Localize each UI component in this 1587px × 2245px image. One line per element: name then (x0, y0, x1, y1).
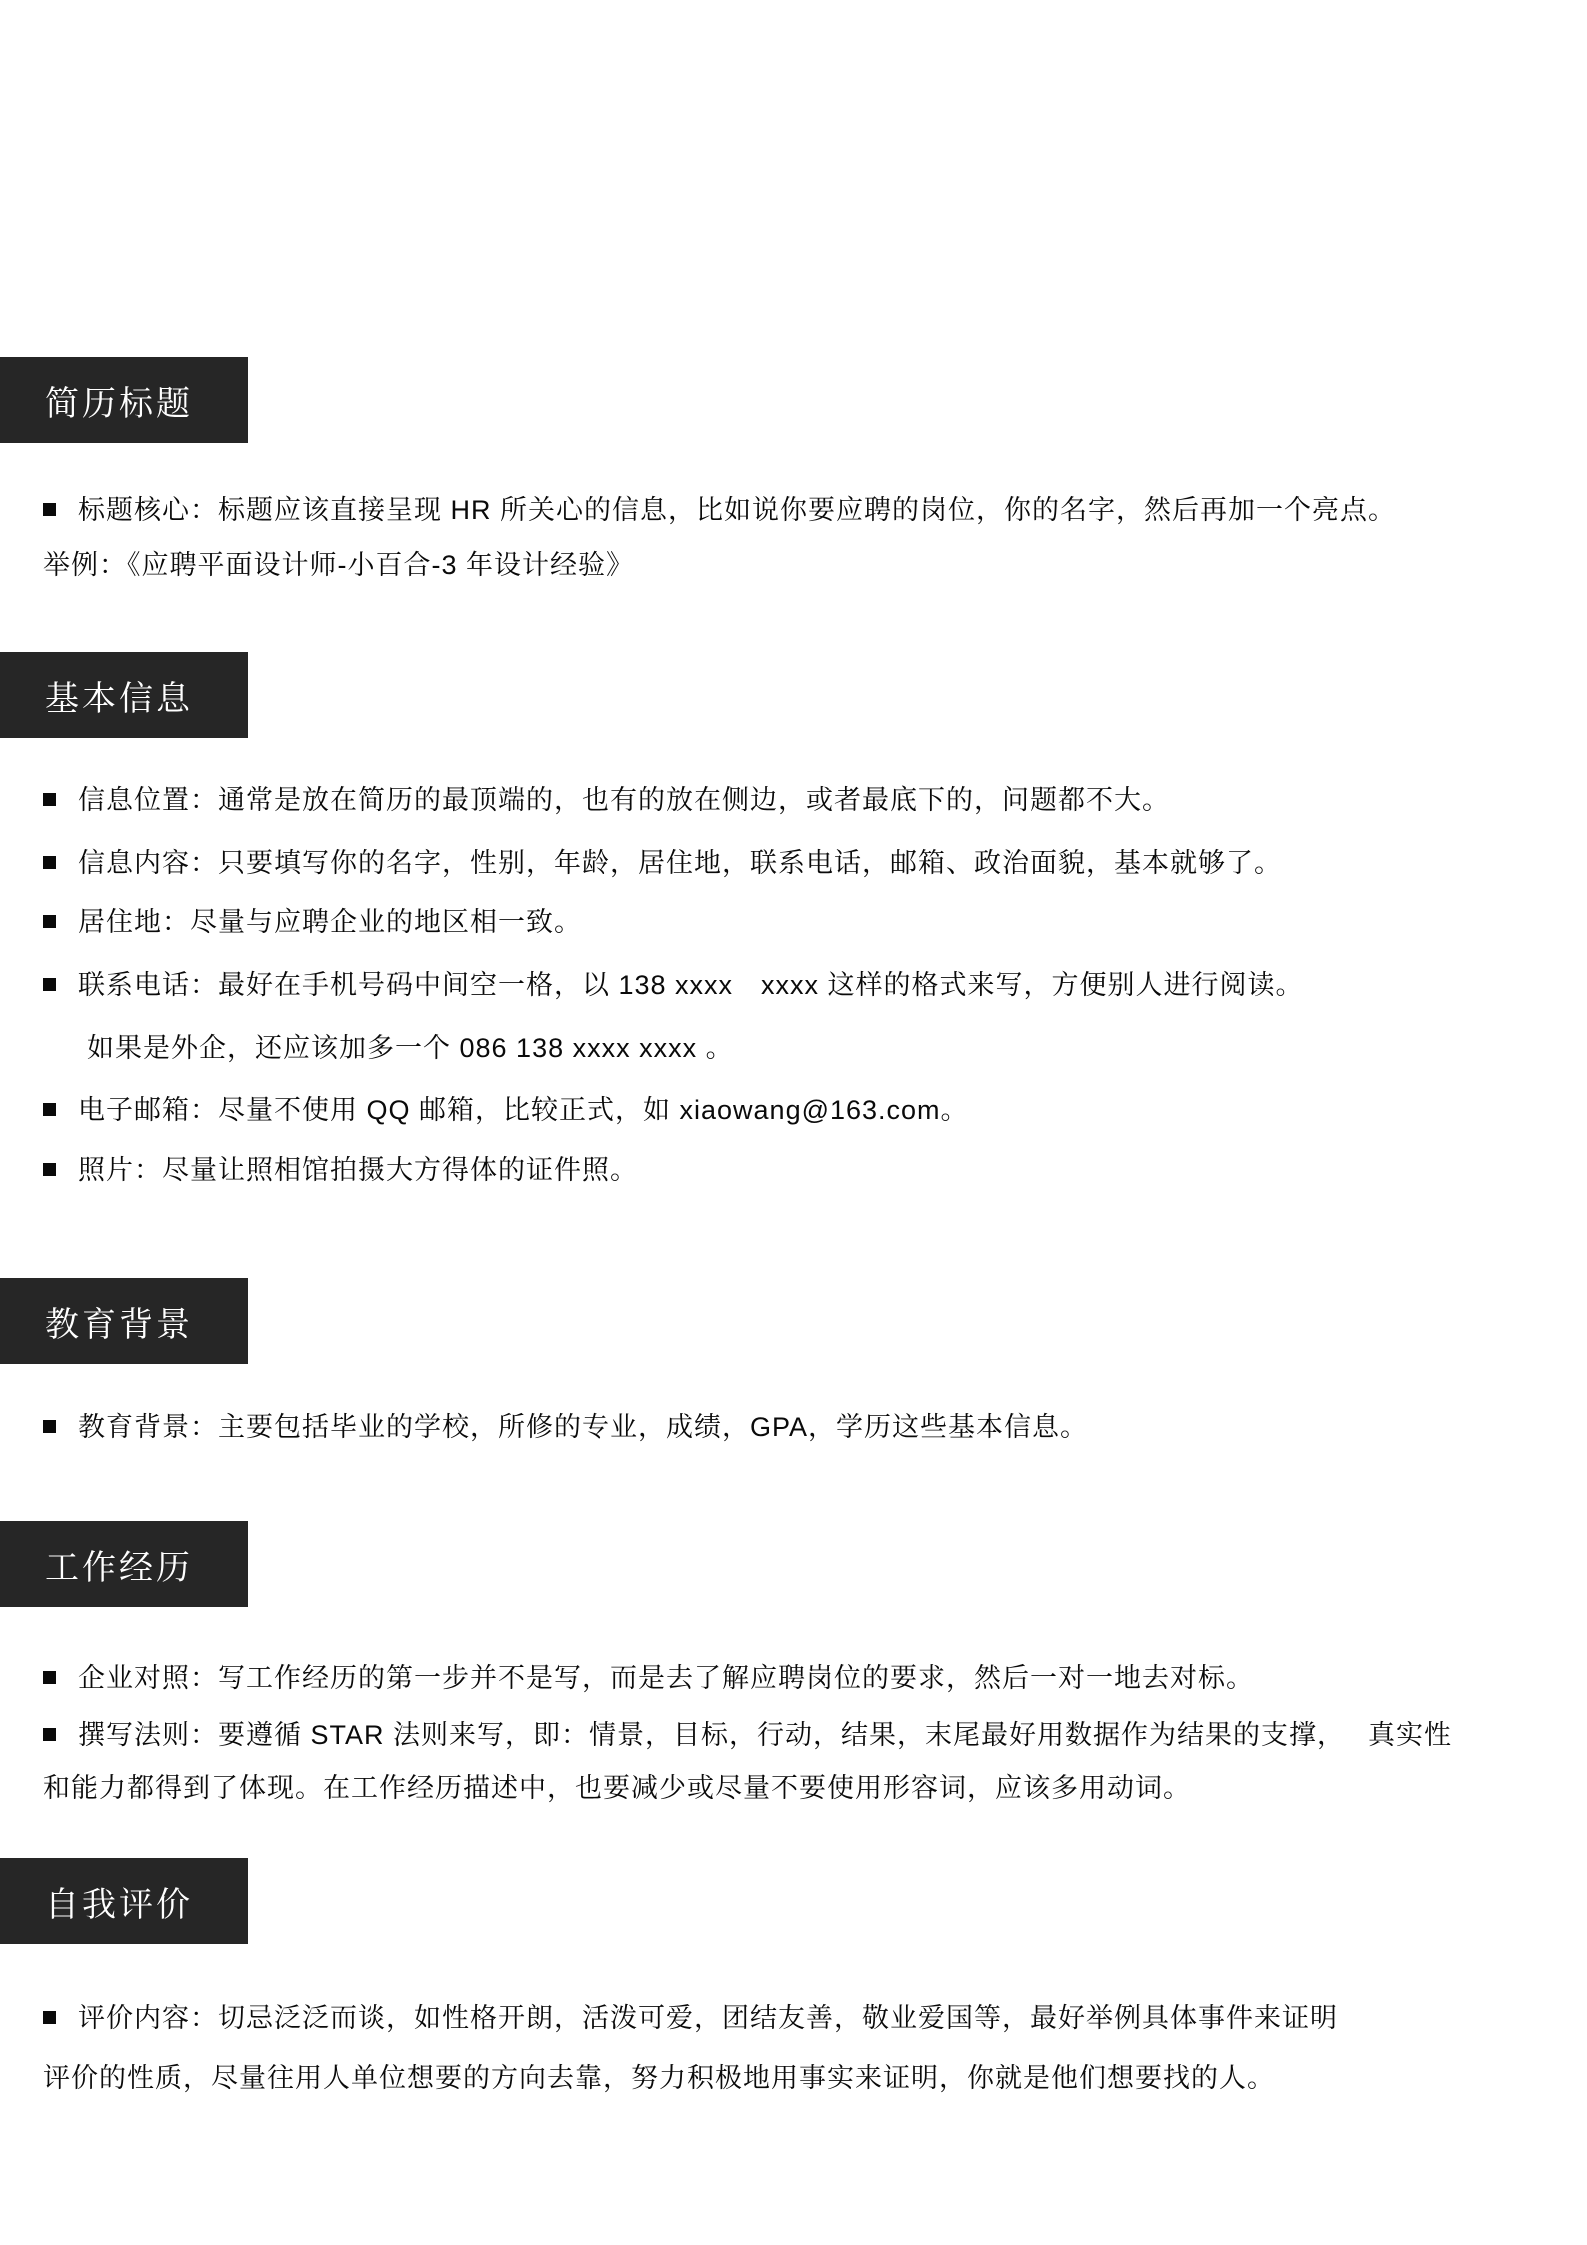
section-heading-text: 工作经历 (45, 1548, 193, 1587)
paragraph-info-position (0, 776, 1587, 824)
bullet-square-icon (43, 978, 56, 991)
paragraph-text: 企业对照：写工作经历的第一步并不是写，而是去了解应聘岗位的要求，然后一对一地去对标。 (78, 1663, 1254, 1693)
paragraph-text: 撰写法则：要遵循 STAR 法则来写，即：情景，目标，行动，结果，末尾最好用数据作为结果的支撑， 真实性 (78, 1720, 1453, 1750)
section-header-education (0, 1278, 248, 1364)
section-heading-text: 简历标题 (45, 384, 193, 423)
paragraph-writing-rule (0, 1711, 1587, 1759)
bullet-square-icon (43, 793, 56, 806)
bullet-square-icon (43, 2011, 56, 2024)
paragraph-text: 评价内容：切忌泛泛而谈，如性格开朗，活泼可爱，团结友善，敬业爱国等，最好举例具体事件来证明 (78, 2003, 1338, 2033)
paragraph-education (0, 1403, 1587, 1451)
bullet-square-icon (43, 915, 56, 928)
section-heading-text: 基本信息 (45, 679, 193, 718)
paragraph-evaluation-cont (0, 2054, 1587, 2102)
section-header-work-experience (0, 1521, 248, 1607)
section-heading-text: 自我评价 (45, 1885, 193, 1924)
paragraph-company-match (0, 1654, 1587, 1702)
bullet-square-icon (43, 1163, 56, 1176)
paragraph-photo (0, 1146, 1587, 1194)
paragraph-text: 教育背景：主要包括毕业的学校，所修的专业，成绩，GPA，学历这些基本信息。 (78, 1412, 1089, 1442)
paragraph-text: 联系电话：最好在手机号码中间空一格，以 138 xxxx xxxx 这样的格式来写，方便别人进行阅读。 (78, 970, 1304, 1000)
paragraph-phone (0, 961, 1587, 1009)
paragraph-text: 如果是外企，还应该加多一个 086 138 xxxx xxxx 。 (87, 1033, 734, 1063)
bullet-square-icon (43, 1728, 56, 1741)
paragraph-text: 信息位置：通常是放在简历的最顶端的，也有的放在侧边，或者最底下的，问题都不大。 (78, 785, 1170, 815)
bullet-square-icon (43, 1671, 56, 1684)
section-header-basic-info (0, 652, 248, 738)
paragraph-writing-rule-cont (0, 1764, 1587, 1812)
paragraph-text: 标题核心：标题应该直接呈现 HR 所关心的信息，比如说你要应聘的岗位，你的名字，然后再加一个亮点。 (78, 495, 1396, 525)
paragraph-text: 举例：《应聘平面设计师-小百合-3 年设计经验》 (43, 550, 634, 580)
paragraph-title-example (0, 541, 1587, 589)
paragraph-phone-foreign (0, 1024, 1587, 1072)
paragraph-text: 电子邮箱：尽量不使用 QQ 邮箱，比较正式，如 xiaowang@163.com。 (78, 1095, 969, 1125)
bullet-square-icon (43, 1420, 56, 1433)
paragraph-text: 居住地：尽量与应聘企业的地区相一致。 (78, 907, 582, 937)
paragraph-info-content (0, 839, 1587, 887)
paragraph-text: 评价的性质，尽量往用人单位想要的方向去靠，努力积极地用事实来证明，你就是他们想要找的人。 (43, 2063, 1275, 2093)
section-heading-text: 教育背景 (45, 1305, 193, 1344)
section-header-resume-title (0, 357, 248, 443)
paragraph-text: 和能力都得到了体现。在工作经历描述中，也要减少或尽量不要使用形容词，应该多用动词。 (43, 1773, 1191, 1803)
paragraph-text: 照片：尽量让照相馆拍摄大方得体的证件照。 (78, 1155, 638, 1185)
paragraph-residence (0, 898, 1587, 946)
paragraph-email (0, 1086, 1587, 1134)
paragraph-text: 信息内容：只要填写你的名字，性别，年龄，居住地，联系电话，邮箱、政治面貌，基本就够了。 (78, 848, 1282, 878)
bullet-square-icon (43, 856, 56, 869)
bullet-square-icon (43, 503, 56, 516)
bullet-square-icon (43, 1103, 56, 1116)
paragraph-evaluation-content (0, 1994, 1587, 2042)
paragraph-title-core (0, 486, 1587, 534)
section-header-self-evaluation (0, 1858, 248, 1944)
